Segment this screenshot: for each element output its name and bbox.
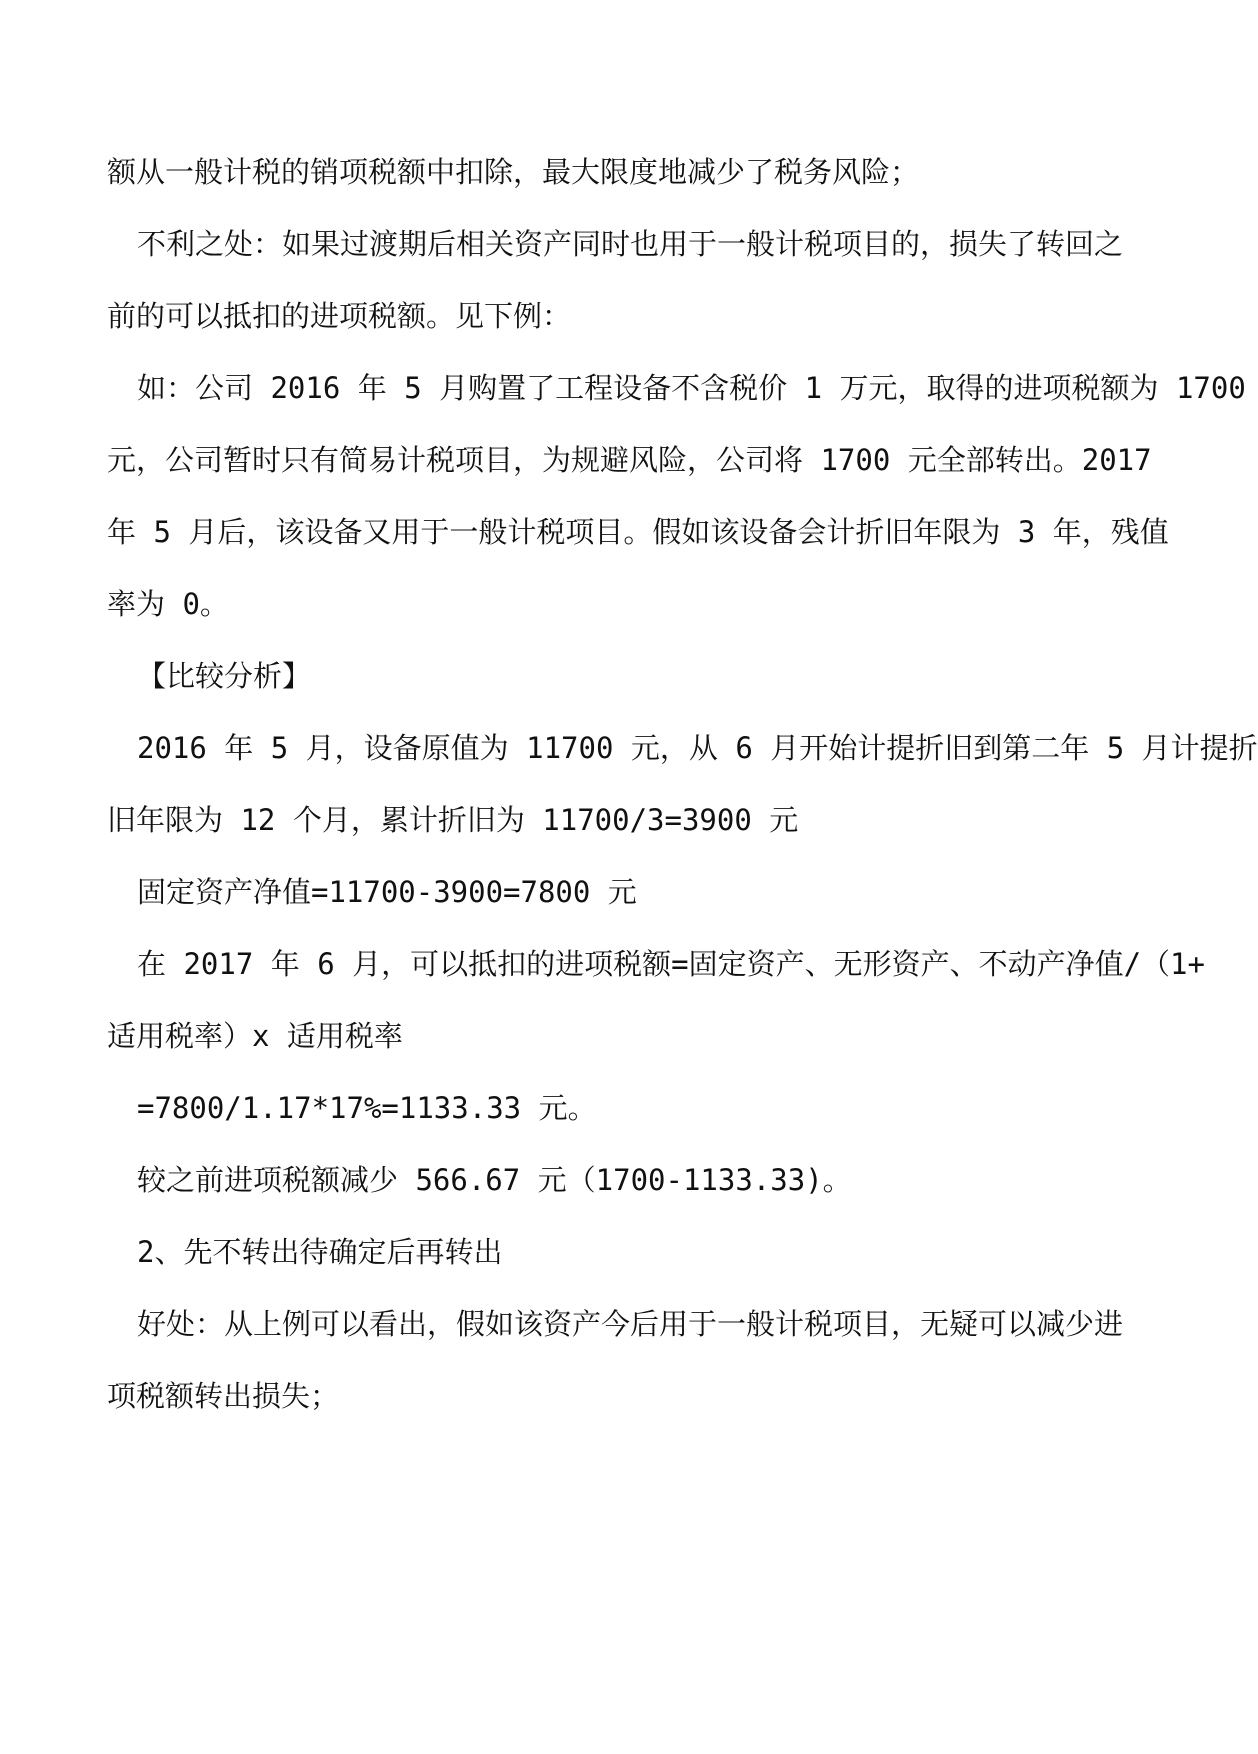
text-line-4: 如：公司 2016 年 5 月购置了工程设备不含税价 1 万元，取得的进项税额为 1700 (137, 371, 1246, 405)
text-line-9: 2016 年 5 月，设备原值为 11700 元，从 6 月开始计提折旧到第二年 5 月计提折 (137, 731, 1258, 765)
text-line-1: 额从一般计税的销项税额中扣除，最大限度地减少了税务风险； (107, 155, 920, 189)
text-line-17: 好处：从上例可以看出，假如该资产今后用于一般计税项目，无疑可以减少进 (137, 1307, 1124, 1341)
text-line-6: 年 5 月后，该设备又用于一般计税项目。假如该设备会计折旧年限为 3 年，残值 (107, 515, 1169, 549)
text-line-18: 项税额转出损失； (107, 1379, 340, 1413)
text-line-15: 较之前进项税额减少 566.67 元（1700-1133.33)。 (137, 1163, 852, 1197)
section-heading: 【比较分析】 (137, 659, 312, 693)
text-line-5: 元，公司暂时只有简易计税项目，为规避风险，公司将 1700 元全部转出。2017 (107, 443, 1152, 477)
text-line-2: 不利之处：如果过渡期后相关资产同时也用于一般计税项目的，损失了转回之 (137, 227, 1124, 261)
text-line-13: 适用税率）x 适用税率 (107, 1019, 403, 1053)
text-line-7: 率为 0。 (107, 587, 229, 621)
text-line-16: 2、先不转出待确定后再转出 (137, 1235, 503, 1269)
text-line-10: 旧年限为 12 个月，累计折旧为 11700/3=3900 元 (107, 803, 799, 837)
text-line-11: 固定资产净值=11700-3900=7800 元 (137, 875, 637, 909)
text-line-14: =7800/1.17*17%=1133.33 元。 (137, 1091, 597, 1125)
text-line-12: 在 2017 年 6 月，可以抵扣的进项税额=固定资产、无形资产、不动产净值/（1+ (137, 947, 1205, 981)
text-line-3: 前的可以抵扣的进项税额。见下例： (107, 299, 572, 333)
